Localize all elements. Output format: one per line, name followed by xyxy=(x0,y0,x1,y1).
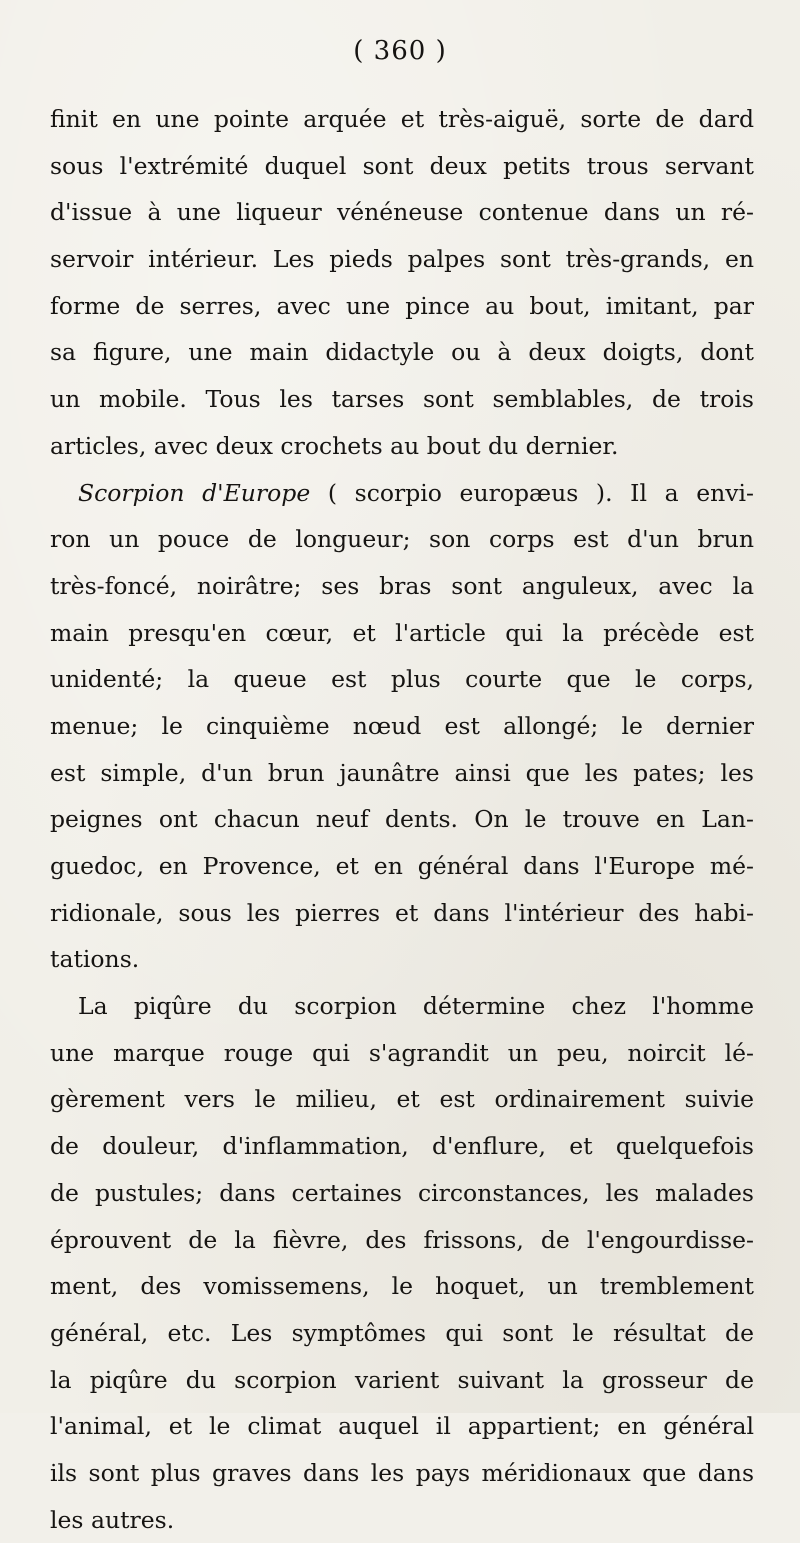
text-line: une marque rouge qui s'agrandit un peu, noircit lé- xyxy=(50,1038,754,1067)
text-line: ron un pouce de longueur; son corps est d'un brun xyxy=(50,525,754,554)
text-line: très-foncé, noirâtre; ses bras sont anguleux, avec la xyxy=(50,571,754,600)
species-name: Scorpion d'Europe xyxy=(78,478,311,507)
text-line: unidenté; la queue est plus courte que le corps, xyxy=(50,665,754,694)
text-line: la piqûre du scorpion varient suivant la grosseur de xyxy=(50,1365,754,1394)
text-line: finit en une pointe arquée et très-aiguë, sorte de dard xyxy=(50,105,754,133)
text-line: sous l'extrémité duquel sont deux petits trous servant xyxy=(50,151,754,180)
text-line: tations. xyxy=(50,945,140,974)
text-line: menue; le cinquième nœud est allongé; le dernier xyxy=(50,711,754,740)
body-text xyxy=(50,96,754,1543)
text-line: les autres. xyxy=(50,1505,175,1534)
text-line: ment, des vomissemens, le hoquet, un tremblement xyxy=(50,1272,754,1301)
text-line: éprouvent de la fièvre, des frissons, de l'engourdisse- xyxy=(50,1225,754,1254)
text-line-lead xyxy=(50,470,754,517)
text-line: guedoc, en Provence, et en général dans l'Europe mé- xyxy=(50,852,754,880)
text-line: de douleur, d'inflammation, d'enflure, et quelquefois xyxy=(50,1132,754,1161)
text-line: servoir intérieur. Les pieds palpes sont très-grands, en xyxy=(50,245,754,274)
text-line: peignes ont chacun neuf dents. On le trouve en Lan- xyxy=(50,805,754,834)
text-line: l'animal, et le climat auquel il appartient; en général xyxy=(50,1412,754,1441)
text-line: un mobile. Tous les tarses sont semblables, de trois xyxy=(50,385,754,414)
text-line: main presqu'en cœur, et l'article qui la précède est xyxy=(50,618,754,647)
text-line: La piqûre du scorpion détermine chez l'homme xyxy=(78,992,754,1021)
text-line: gèrement vers le milieu, et est ordinairement suivie xyxy=(50,1085,754,1114)
text-line: articles, avec deux crochets au bout du dernier. xyxy=(50,431,619,460)
text-line: sa figure, une main didactyle ou à deux doigts, dont xyxy=(50,338,754,367)
text-line: d'issue à une liqueur vénéneuse contenue dans un ré- xyxy=(50,198,754,227)
lead-text: ( scorpio europæus ). Il a envi- xyxy=(310,478,754,507)
text-line: forme de serres, avec une pince au bout, imitant, par xyxy=(50,291,754,320)
text-line: de pustules; dans certaines circonstances, les malades xyxy=(50,1178,754,1207)
text-line: général, etc. Les symptômes qui sont le résultat de xyxy=(50,1318,754,1347)
text-line: ridionale, sous les pierres et dans l'intérieur des habi- xyxy=(50,898,754,927)
text-line: est simple, d'un brun jaunâtre ainsi que les pates; les xyxy=(50,758,754,787)
page-number: ( 360 ) xyxy=(353,36,447,66)
text-line: ils sont plus graves dans les pays méridionaux que dans xyxy=(50,1458,754,1487)
